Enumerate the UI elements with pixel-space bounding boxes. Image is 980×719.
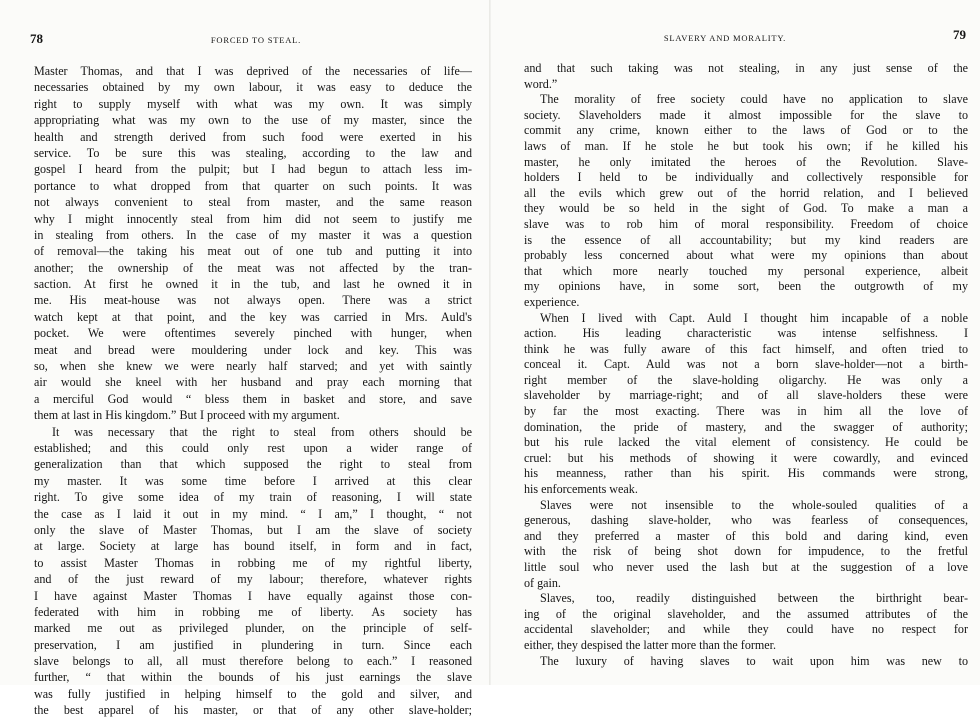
text-line: laws of man. If he stole he but took his own; if he killed his bbox=[524, 138, 968, 153]
text-line: ing of the original slaveholder, and the assumed attributes of the bbox=[524, 606, 968, 621]
text-line: federated with him in robbing me of liberty. As society has bbox=[34, 604, 472, 619]
text-line: by far the most exacting. There was in him all the love of bbox=[524, 404, 968, 419]
text-line: domination, the pride of mastery, and the swagger of authority; bbox=[524, 419, 968, 434]
text-line: pocket. We were oftentimes severely pinched with hunger, when bbox=[34, 326, 472, 341]
text-line: the case as I laid it out in my mind. “ I am,” I thought, “ not bbox=[34, 506, 472, 521]
text-line: meat and bread were mouldering under lock and key. This was bbox=[34, 342, 472, 357]
text-line: preservation, I am justified in plundering in turn. Since each bbox=[34, 637, 472, 652]
text-line: of removal—the taking his meat out of one tub and putting it into bbox=[34, 244, 472, 259]
left-page-text bbox=[30, 63, 472, 719]
text-line: When I lived with Capt. Auld I thought him incapable of a noble bbox=[540, 310, 968, 325]
text-line: portance to what dropped from that quarter on such points. It was bbox=[34, 178, 472, 193]
text-line: watch kept at that point, and the key was carried in Mrs. Auld's bbox=[34, 309, 472, 324]
text-line: but his rule lacked the vital element of consistency. He could be bbox=[524, 435, 968, 450]
text-line: his meanness, rather than his spirit. His commands were strong, bbox=[524, 466, 968, 481]
text-line: cruel: but his methods of showing it were cowardly, and evinced bbox=[524, 450, 968, 465]
text-line: right member of the slave-holding oligarchy. He was only a bbox=[524, 372, 968, 387]
text-line: another; the ownership of the meat was not affected by the tran- bbox=[34, 260, 472, 275]
text-line: either, they despised the latter more than the former. bbox=[524, 637, 777, 652]
left-page bbox=[30, 0, 472, 718]
text-line: further, “ that within the bounds of his just earnings the slave bbox=[34, 670, 472, 685]
text-line: and that such taking was not stealing, in any just sense of the bbox=[524, 61, 968, 75]
text-line: master, he only imitated the heroes of the Revolution. Slave- bbox=[524, 154, 968, 169]
text-line: that which more nearly touched my personal experience, albeit bbox=[524, 263, 968, 278]
text-line: and of the just reward of my labour; therefore, whatever rights bbox=[34, 572, 472, 587]
text-line: with the risk of being shot down for impudence, to the fretful bbox=[524, 544, 968, 559]
text-line: at large. Society at large has bound itself, in form and in fact, bbox=[34, 539, 472, 554]
text-line: all the evils which grew out of the horrid relation, and I believed bbox=[524, 185, 968, 200]
text-line: to assist Master Thomas in robbing me of my rightful liberty, bbox=[34, 555, 472, 570]
text-line: was fully justified in helping himself to the gold and silver, and bbox=[34, 686, 472, 701]
text-line: service. To be sure this was stealing, according to the law and bbox=[34, 145, 472, 160]
text-line: my opinions have, in some sort, been the outgrowth of my bbox=[524, 279, 968, 294]
text-line: It was necessary that the right to steal from others should be bbox=[52, 424, 472, 439]
text-line: a merciful God would “ bless them in basket and store, and save bbox=[34, 391, 472, 406]
text-line: they would be so held in the sight of God. To make a man a bbox=[524, 201, 968, 216]
right-running-head bbox=[522, 27, 968, 52]
text-line: and they preferred a master of this bold and daring kind, even bbox=[524, 528, 968, 543]
text-line: Master Thomas, and that I was deprived of the necessaries of life— bbox=[34, 64, 472, 78]
text-line: action. His leading characteristic was intense selfishness. I bbox=[524, 326, 968, 341]
text-line: The luxury of having slaves to wait upon him was new to bbox=[540, 653, 968, 668]
text-line: slaveholder by marriage-right; and of all slave-holders these were bbox=[524, 388, 968, 403]
text-line: conceal it. Capt. Auld was not a born slave-holder—not a birth- bbox=[524, 357, 968, 372]
text-line: word.” bbox=[524, 76, 558, 91]
text-line: necessaries obtained by my own labour, it was easy to deduce the bbox=[34, 80, 472, 95]
text-line: accidental slaveholder; and while they could have no respect for bbox=[524, 622, 968, 637]
text-line: probably less concerned about what were my opinions than about bbox=[524, 248, 968, 263]
text-line: my master. It was some time before I arrived at this clear bbox=[34, 473, 472, 488]
text-line: generous, dashing slave-holder, who was fearless of consequences, bbox=[524, 513, 968, 528]
text-line: commit any crime, known either to the laws of God or to the bbox=[524, 123, 968, 138]
left-page-number: 78 bbox=[30, 31, 43, 46]
text-line: appropriating what was my own to the use of my master, since the bbox=[34, 113, 472, 128]
text-line: right. To give some idea of my train of reasoning, I will state bbox=[34, 490, 472, 505]
text-line: I have against Master Thomas I have equally against those con- bbox=[34, 588, 472, 603]
text-line: Slaves were not insensible to the whole-souled qualities of a bbox=[540, 497, 968, 512]
text-line: me. His meat-house was not always open. There was a strict bbox=[34, 293, 472, 308]
text-line: The morality of free society could have no application to slave bbox=[540, 92, 968, 107]
left-running-title: FORCED TO STEAL. bbox=[210, 35, 302, 45]
text-line: society. Slaveholders made it almost impossible for the slave to bbox=[524, 107, 968, 122]
text-line: not always convenient to steal from master, and the same reason bbox=[34, 195, 472, 210]
text-line: them at last in His kingdom.” But I proceed with my argument. bbox=[34, 408, 340, 423]
text-line: slave belongs to all, all must therefore belong to each.” I reasoned bbox=[34, 654, 472, 669]
text-line: little soul who never used the lash but at the suggestion of a love bbox=[524, 560, 968, 574]
text-line: saction. At first he owned it in the tub, and last he owned it in bbox=[34, 277, 472, 292]
text-line: established; and this could only rest upon a wider range of bbox=[34, 440, 472, 455]
right-page bbox=[522, 0, 968, 685]
text-line: generalization than that which supposed the right to steal from bbox=[34, 457, 472, 472]
text-line: Slaves, too, readily distinguished between the birthright bear- bbox=[540, 591, 968, 606]
right-page-text bbox=[522, 61, 968, 669]
text-line: why I might innocently steal from him did not seem to justify me bbox=[34, 211, 472, 226]
text-line: of gain. bbox=[524, 575, 561, 590]
text-line: gospel I heard from the pulpit; but I had begun to attach less im- bbox=[34, 162, 472, 177]
text-line: think he was fully aware of this fact himself, and often tried to bbox=[524, 341, 968, 356]
text-line: holders I held to be individually and collectively responsible for bbox=[524, 170, 968, 185]
text-line: so, when she knew we were nearly half starved; and yet with saintly bbox=[34, 359, 472, 374]
text-line: health and strength derived from such food were exerted in his bbox=[34, 129, 472, 144]
left-running-head bbox=[30, 31, 472, 54]
text-line: the best apparel of his master, or that of any other slave-holder; bbox=[34, 703, 472, 718]
right-running-title: SLAVERY AND MORALITY. bbox=[663, 33, 787, 43]
text-line: right to supply myself with what was my own. It was simply bbox=[34, 96, 472, 111]
text-line: in stealing from others. In the case of my master it was a question bbox=[34, 227, 472, 242]
text-line: his enforcements weak. bbox=[524, 482, 638, 497]
text-line: slave was to rob him of moral responsibility. Freedom of choice bbox=[524, 216, 968, 231]
right-page-number: 79 bbox=[953, 27, 966, 42]
text-line: marked me out as privileged plunder, on the principle of self- bbox=[34, 621, 472, 636]
text-line: is the essence of all accountability; but my kind readers are bbox=[524, 232, 968, 247]
text-line: air would she kneel with her husband and pray each morning that bbox=[34, 375, 472, 390]
page-gutter bbox=[489, 0, 491, 685]
text-line: only the slave of Master Thomas, but I am the slave of society bbox=[34, 522, 472, 537]
text-line: experience. bbox=[524, 294, 580, 309]
